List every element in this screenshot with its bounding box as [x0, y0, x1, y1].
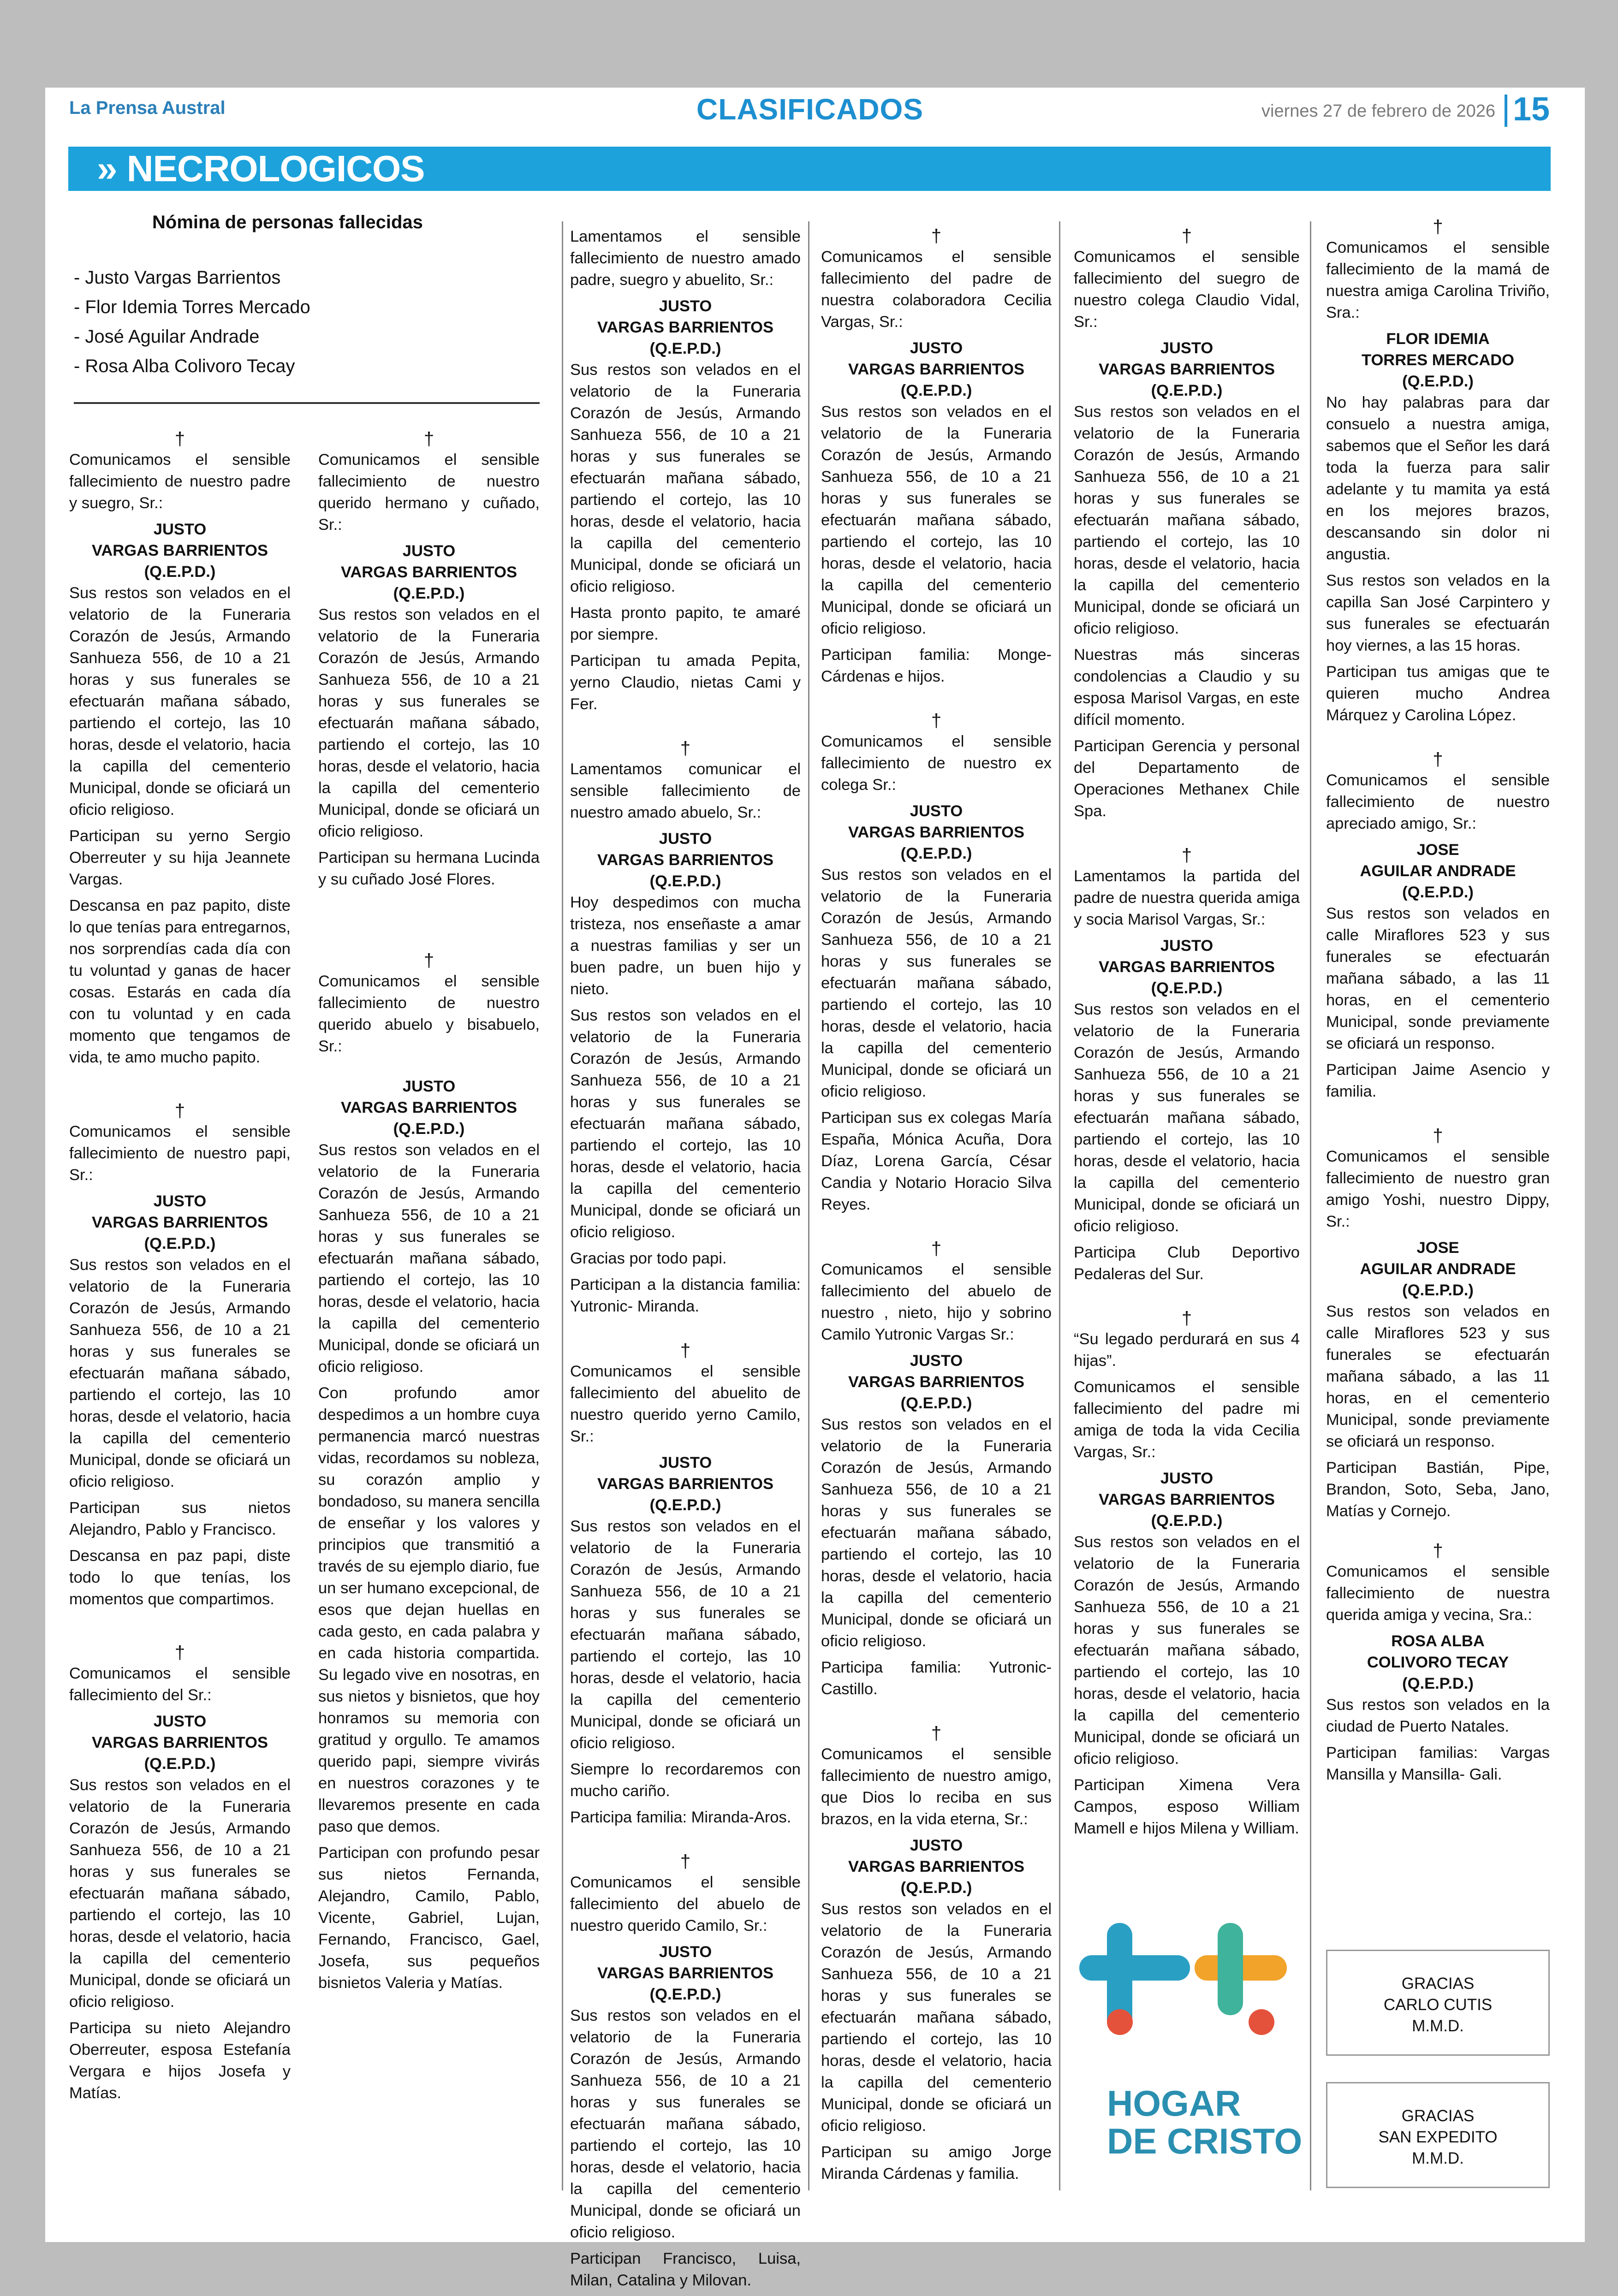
- nomina-item: - Justo Vargas Barrientos: [74, 267, 281, 288]
- deceased-first-name: JUSTO: [910, 1352, 963, 1370]
- qepd: (Q.E.P.D.): [144, 1755, 216, 1773]
- qepd: (Q.E.P.D.): [1151, 1512, 1223, 1530]
- deceased-surname: VARGAS BARRIENTOS: [848, 361, 1025, 378]
- cross-icon: †: [423, 950, 434, 971]
- notice: [1326, 749, 1550, 1103]
- cross-icon: †: [1433, 749, 1443, 770]
- notice-participants: Participan Jaime Asencio y familia.: [1326, 1061, 1550, 1100]
- qepd: (Q.E.P.D.): [649, 872, 721, 890]
- notice-intro: Lamentamos el sensible fallecimiento de nuestro amado padre, suegro y abuelito, Sr.:: [570, 228, 801, 289]
- notice-body: Sus restos son velados en el velatorio de la Funeraria Corazón de Jesús, Armando Sanhueza 556, de 10 a 21 horas y sus funerales se efectuarán mañana sábado, partiendo el cortejo, las 10 horas, desde el velatorio, hacia la capilla del cementerio Municipal, donde se oficiará un oficio religioso.: [570, 2007, 801, 2241]
- cross-icon: †: [680, 1341, 691, 1361]
- deceased-surname: VARGAS BARRIENTOS: [848, 824, 1025, 841]
- qepd: (Q.E.P.D.): [649, 1986, 721, 2003]
- notice: [1326, 217, 1550, 726]
- cross-icon: †: [423, 429, 434, 449]
- column-divider: [1059, 221, 1060, 2190]
- notice-intro: Comunicamos el sensible fallecimiento de nuestro gran amigo Yoshi, nuestro Dippy, Sr.:: [1326, 1148, 1550, 1230]
- deceased-surname: VARGAS BARRIENTOS: [848, 1858, 1025, 1875]
- column-6: [1326, 217, 1550, 1790]
- notice-intro: Comunicamos el sensible fallecimiento de nuestro querido hermano y cuñado, Sr.:: [318, 451, 540, 534]
- hogar-line: HOGAR: [1107, 2083, 1241, 2124]
- qepd: (Q.E.P.D.): [1402, 1281, 1474, 1299]
- notice-body: Sus restos son velados en el velatorio de la Funeraria Corazón de Jesús, Armando Sanhueza 556, de 10 a 21 horas y sus funerales se efectuarán mañana sábado, partiendo el cortejo, las 10 horas, desde el velatorio, hacia la capilla del cementerio Municipal, donde se oficiará un oficio religioso.: [570, 361, 801, 595]
- qepd: (Q.E.P.D.): [1402, 373, 1474, 390]
- notice-intro: Comunicamos el sensible fallecimiento de nuestro ex colega Sr.:: [821, 733, 1052, 794]
- notice-body: Sus restos son velados en el velatorio de la Funeraria Corazón de Jesús, Armando Sanhueza 556, de 10 a 21 horas y sus funerales se efectuarán mañana sábado, partiendo el cortejo, las 10 horas, desde el velatorio, hacia la capilla del cementerio Municipal, donde se oficiará un oficio religioso.: [1074, 1533, 1300, 1768]
- logo-bar: [1079, 1955, 1190, 1981]
- notice-body: Sus restos son velados en la ciudad de Puerto Natales.: [1326, 1696, 1550, 1735]
- notice-body: Sus restos son velados en el velatorio de la Funeraria Corazón de Jesús, Armando Sanhueza 556, de 10 a 21 horas y sus funerales se efectuarán mañana sábado, partiendo el cortejo, las 10 horas, desde el velatorio, hacia la capilla del cementerio Municipal, donde se oficiará un oficio religioso.: [1074, 403, 1300, 637]
- notice: [1326, 1541, 1550, 1786]
- nomina-item: - Flor Idemia Torres Mercado: [74, 297, 310, 317]
- box-line: M.M.D.: [1412, 2017, 1464, 2035]
- notice-body: Sus restos son velados en el velatorio de la Funeraria Corazón de Jesús, Armando Sanhueza 556, de 10 a 21 horas y sus funerales se efectuarán mañana sábado, partiendo el cortejo, las 10 horas, desde el velatorio, hacia la capilla del cementerio Municipal, donde se oficiará un oficio religioso.: [821, 1416, 1052, 1650]
- notice-participants: Participa familia: Yutronic-Castillo.: [821, 1659, 1052, 1698]
- column-5: [1074, 226, 1300, 1844]
- deceased-surname: VARGAS BARRIENTOS: [597, 319, 774, 336]
- notice-message: Siempre lo recordaremos con mucho cariño.: [570, 1761, 801, 1800]
- logo-dot: [1107, 2009, 1133, 2035]
- notice-message: Gracias por todo papi.: [570, 1250, 727, 1267]
- qepd: (Q.E.P.D.): [1402, 884, 1474, 901]
- notice-intro: Comunicamos el sensible fallecimiento del Sr.:: [69, 1665, 291, 1704]
- deceased-first-name: JOSE: [1416, 841, 1459, 859]
- deceased-first-name: JOSE: [1416, 1239, 1459, 1257]
- notice: [821, 226, 1052, 688]
- notice-participants: Participan su amigo Jorge Miranda Cárdenas y familia.: [821, 2143, 1052, 2183]
- notice-message: Hasta pronto papito, te amaré por siempre.: [570, 604, 801, 643]
- section-title: CLASIFICADOS: [696, 93, 923, 126]
- qepd: (Q.E.P.D.): [649, 340, 721, 357]
- notice-intro: Lamentamos comunicar el sensible fallecimiento de nuestro amado abuelo, Sr.:: [570, 760, 801, 821]
- notice-body: Sus restos son velados en el velatorio de la Funeraria Corazón de Jesús, Armando Sanhueza 556, de 10 a 21 horas y sus funerales se efectuarán mañana sábado, partiendo el cortejo, las 10 horas, desde el velatorio, hacia la capilla del cementerio Municipal, donde se oficiará un oficio religioso.: [1074, 1001, 1300, 1235]
- qepd: (Q.E.P.D.): [900, 1879, 972, 1897]
- deceased-first-name: JUSTO: [659, 830, 712, 848]
- qepd: (Q.E.P.D.): [900, 382, 972, 399]
- banner-title: » NECROLOGICOS: [97, 148, 425, 189]
- cross-icon: †: [931, 1239, 942, 1259]
- deceased-surname: VARGAS BARRIENTOS: [1098, 361, 1275, 378]
- notice-body: Sus restos son velados en el velatorio de la Funeraria Corazón de Jesús, Armando Sanhueza 556, de 10 a 21 horas y sus funerales se efectuarán mañana sábado, partiendo el cortejo, las 10 horas, desde el velatorio, hacia la capilla del cementerio Municipal, donde se oficiará un oficio religioso.: [69, 1776, 291, 2011]
- notice-intro: Comunicamos el sensible fallecimiento de nuestro padre y suegro, Sr.:: [69, 451, 291, 512]
- notice-message: No hay palabras para dar consuelo a nuestra amiga, sabemos que el Señor les dará toda la fuerza para salir adelante y tu mamita ya está en los mejores brazos, descansando sin dolor ni angustia.: [1326, 394, 1550, 563]
- cross-icon: †: [174, 1101, 185, 1121]
- cross-icon: †: [931, 226, 942, 246]
- page-number: 15: [1513, 91, 1550, 128]
- deceased-first-name: JUSTO: [402, 542, 456, 560]
- notice-participants: Participan tus amigas que te quieren mucho Andrea Márquez y Carolina López.: [1326, 663, 1550, 724]
- deceased-first-name: JUSTO: [402, 1078, 456, 1095]
- notice-participants: Participa su nieto Alejandro Oberreuter, esposa Estefanía Vergara e hijos Josefa y Matías.: [69, 2019, 291, 2102]
- column-divider: [808, 221, 809, 2190]
- deceased-surname: COLIVORO TECAY: [1367, 1654, 1509, 1671]
- notice-intro: Comunicamos el sensible fallecimiento del abuelo de nuestro querido Camilo, Sr.:: [570, 1874, 801, 1934]
- notice-message: Hoy despedimos con mucha tristeza, nos enseñaste a amar a nuestras familias y ser un buen padre, un buen hijo y nieto.: [570, 894, 801, 998]
- cross-icon: †: [1433, 1541, 1443, 1561]
- logo-bar: [1218, 1923, 1243, 2015]
- notice-message: Descansa en paz papi, diste todo lo que tenías, los momentos que compartimos.: [69, 1547, 291, 1608]
- cross-icon: †: [1181, 226, 1192, 246]
- notice-participants: Participan Gerencia y personal del Departamento de Operaciones Methanex Chile Spa.: [1074, 737, 1300, 820]
- notice-body: Sus restos son velados en el velatorio de la Funeraria Corazón de Jesús, Armando Sanhueza 556, de 10 a 21 horas y sus funerales se efectuarán mañana sábado, partiendo el cortejo, las 10 horas, desde el velatorio, hacia la capilla del cementerio Municipal, donde se oficiará un oficio religioso.: [318, 1141, 540, 1376]
- notice: [570, 226, 801, 715]
- notice-intro: Comunicamos el sensible fallecimiento de nuestro papi, Sr.:: [69, 1123, 291, 1184]
- notice-participants: Participan Francisco, Luisa, Milan, Catalina y Milovan.: [570, 2250, 801, 2289]
- qepd: (Q.E.P.D.): [900, 845, 972, 862]
- divider: [74, 402, 540, 404]
- cross-icon: †: [1181, 1308, 1192, 1329]
- notice-body: Sus restos son velados en la capilla San José Carpintero y sus funerales se efectuarán hoy viernes, a las 15 horas.: [1326, 572, 1550, 654]
- notice: [1326, 1126, 1550, 1522]
- hogar-line: DE CRISTO: [1107, 2121, 1303, 2161]
- notice-participants: Participan sus ex colegas María España, Mónica Acuña, Dora Díaz, Lorena García, César Candia y Notario Horacio Silva Reyes.: [821, 1109, 1052, 1213]
- notice: [318, 950, 540, 1994]
- cross-icon: †: [680, 1851, 691, 1872]
- notice-intro: Lamentamos la partida del padre de nuestra querida amiga y socia Marisol Vargas, Sr.:: [1074, 867, 1300, 928]
- nomina-list: [74, 263, 310, 381]
- notice-intro: Comunicamos el sensible fallecimiento de nuestro apreciado amigo, Sr.:: [1326, 771, 1550, 832]
- cross-icon: †: [1433, 217, 1443, 237]
- qepd: (Q.E.P.D.): [1402, 1675, 1474, 1692]
- notice-body: Sus restos son velados en el velatorio de la Funeraria Corazón de Jesús, Armando Sanhueza 556, de 10 a 21 horas y sus funerales se efectuarán mañana sábado, partiendo el cortejo, las 10 horas, desde el velatorio, hacia la capilla del cementerio Municipal, donde se oficiará un oficio religioso.: [821, 866, 1052, 1100]
- cross-icon: †: [174, 1643, 185, 1663]
- notice: [69, 1643, 291, 2104]
- notice-participants: Participan sus nietos Alejandro, Pablo y Francisco.: [69, 1499, 291, 1538]
- notice-body: Sus restos son velados en el velatorio de la Funeraria Corazón de Jesús, Armando Sanhueza 556, de 10 a 21 horas y sus funerales se efectuarán mañana sábado, partiendo el cortejo, las 10 horas, desde el velatorio, hacia la capilla del cementerio Municipal, donde se oficiará un oficio religioso.: [821, 1900, 1052, 2135]
- deceased-surname: VARGAS BARRIENTOS: [340, 1099, 518, 1116]
- deceased-first-name: JUSTO: [153, 521, 207, 538]
- notice-message: Descansa en paz papito, diste lo que tenías para entregarnos, nos sorprendías cada día con tu voluntad y ganas de hacer cosas. Estarás en cada día con tu voluntad y en cada momento que tengamos de vida, te amo mucho papito.: [69, 897, 291, 1066]
- qepd: (Q.E.P.D.): [1151, 382, 1223, 399]
- deceased-first-name: JUSTO: [659, 1943, 712, 1961]
- notice-intro: Comunicamos el sensible fallecimiento del suegro de nuestro colega Claudio Vidal, Sr.:: [1074, 248, 1300, 331]
- column-1: [69, 429, 291, 2109]
- notice-intro: Comunicamos el sensible fallecimiento del abuelo de nuestro , nieto, hijo y sobrino Camilo Yutronic Vargas Sr.:: [821, 1261, 1052, 1343]
- column-2: [318, 429, 540, 1999]
- deceased-surname: VARGAS BARRIENTOS: [340, 564, 518, 581]
- notice-body: Sus restos son velados en el velatorio de la Funeraria Corazón de Jesús, Armando Sanhueza 556, de 10 a 21 horas y sus funerales se efectuarán mañana sábado, partiendo el cortejo, las 10 horas, desde el velatorio, hacia la capilla del cementerio Municipal, donde se oficiará un oficio religioso.: [570, 1518, 801, 1752]
- deceased-first-name: JUSTO: [910, 802, 963, 820]
- notice-body: Sus restos son velados en el velatorio de la Funeraria Corazón de Jesús, Armando Sanhueza 556, de 10 a 21 horas y sus funerales se efectuarán mañana sábado, partiendo el cortejo, las 10 horas, desde el velatorio, hacia la capilla del cementerio Municipal, donde se oficiará un oficio religioso.: [69, 1256, 291, 1490]
- deceased-first-name: FLOR IDEMIA: [1386, 330, 1490, 348]
- cross-icon: †: [1433, 1126, 1443, 1146]
- notice-message: Nuestras más sinceras condolencias a Claudio y su esposa Marisol Vargas, en este difícil momento.: [1074, 646, 1300, 729]
- notice: [570, 1341, 801, 1828]
- qepd: (Q.E.P.D.): [1151, 979, 1223, 997]
- deceased-first-name: JUSTO: [1160, 937, 1214, 955]
- notice-intro: Comunicamos el sensible fallecimiento del abuelito de nuestro querido yerno Camilo, Sr.:: [570, 1363, 801, 1445]
- logo-dot: [1249, 2009, 1274, 2035]
- notice: [318, 429, 540, 890]
- deceased-surname: VARGAS BARRIENTOS: [1098, 958, 1275, 976]
- deceased-first-name: JUSTO: [153, 1713, 207, 1730]
- notice: [1074, 1308, 1300, 1839]
- qepd: (Q.E.P.D.): [144, 563, 216, 581]
- notice: [570, 1851, 801, 2291]
- nomina-item: - Rosa Alba Colivoro Tecay: [74, 356, 295, 376]
- notice-body: Sus restos son velados en el velatorio de la Funeraria Corazón de Jesús, Armando Sanhueza 556, de 10 a 21 horas y sus funerales se efectuarán mañana sábado, partiendo el cortejo, las 10 horas, desde el velatorio, hacia la capilla del cementerio Municipal, donde se oficiará un oficio religioso.: [570, 1007, 801, 1241]
- notice-participants: Participan su yerno Sergio Oberreuter y su hija Jeannete Vargas.: [69, 827, 291, 888]
- gracias-box: [1326, 2082, 1550, 2188]
- column-divider: [1310, 221, 1311, 2190]
- header-separator: [1505, 95, 1507, 127]
- notice-participants: Participa Club Deportivo Pedaleras del Sur.: [1074, 1244, 1300, 1283]
- qepd: (Q.E.P.D.): [900, 1394, 972, 1412]
- notice: [821, 1239, 1052, 1700]
- box-line: M.M.D.: [1412, 2149, 1464, 2167]
- box-line: GRACIAS: [1401, 2107, 1475, 2125]
- notice: [1074, 845, 1300, 1285]
- notice: [570, 738, 801, 1317]
- notice-intro: Comunicamos el sensible fallecimiento de la mamá de nuestra amiga Carolina Triviño, Sra.:: [1326, 239, 1550, 321]
- notice-intro: Comunicamos el sensible fallecimiento del padre de nuestra colaboradora Cecilia Vargas, Sr.:: [821, 248, 1052, 331]
- notice-intro: Comunicamos el sensible fallecimiento de nuestro querido abuelo y bisabuelo, Sr.:: [318, 973, 540, 1055]
- deceased-first-name: JUSTO: [1160, 1470, 1214, 1487]
- notice-participants: Participan a la distancia familia: Yutronic- Miranda.: [570, 1276, 801, 1315]
- notice-body: Sus restos son velados en calle Miraflores 523 y sus funerales se efectuarán mañana sábado, a las 11 horas, en el cementerio Municipal, sonde previamente se oficiará un responso.: [1326, 905, 1550, 1052]
- notice: [1074, 226, 1300, 822]
- deceased-first-name: JUSTO: [659, 297, 712, 315]
- issue-date: viernes 27 de febrero de 2026: [1261, 101, 1496, 121]
- newspaper-logo: La Prensa Austral: [69, 98, 226, 118]
- gracias-box: [1326, 1950, 1550, 2056]
- deceased-first-name: JUSTO: [910, 1837, 963, 1854]
- notice-participants: Participan Bastián, Pipe, Brandon, Soto, Seba, Jano, Matías y Cornejo.: [1326, 1459, 1550, 1520]
- deceased-surname: AGUILAR ANDRADE: [1360, 1260, 1516, 1278]
- notice-participants: Participan familia: Monge-Cárdenas e hijos.: [821, 646, 1052, 685]
- hogar-de-cristo-text: [1107, 2084, 1302, 2160]
- nomina-item: - José Aguilar Andrade: [74, 326, 260, 347]
- qepd: (Q.E.P.D.): [393, 1120, 465, 1138]
- notice: [69, 429, 291, 1068]
- cross-icon: †: [174, 429, 185, 449]
- deceased-first-name: JUSTO: [910, 339, 963, 357]
- cross-icon: †: [931, 711, 942, 731]
- deceased-first-name: JUSTO: [1160, 339, 1214, 357]
- box-line: SAN EXPEDITO: [1378, 2128, 1498, 2146]
- nomina-title: Nómina de personas fallecidas: [152, 212, 423, 232]
- notice-participants: Participan Ximena Vera Campos, esposo William Mamell e hijos Milena y William.: [1074, 1776, 1300, 1837]
- notice: [821, 711, 1052, 1216]
- deceased-surname: VARGAS BARRIENTOS: [597, 1964, 774, 1982]
- deceased-first-name: ROSA ALBA: [1391, 1632, 1485, 1650]
- notice-intro: Comunicamos el sensible fallecimiento de nuestra querida amiga y vecina, Sra.:: [1326, 1563, 1550, 1624]
- deceased-surname: TORRES MERCADO: [1362, 351, 1514, 369]
- notice-intro: Comunicamos el sensible fallecimiento del padre mi amiga de toda la vida Cecilia Vargas, Sr.:: [1074, 1378, 1300, 1461]
- qepd: (Q.E.P.D.): [144, 1235, 216, 1252]
- box-line: GRACIAS: [1401, 1975, 1475, 1993]
- column-divider: [562, 221, 563, 2190]
- notice-participants: Participan familias: Vargas Mansilla y Mansilla- Gali.: [1326, 1744, 1550, 1783]
- column-4: [821, 226, 1052, 2189]
- notice-intro: Comunicamos el sensible fallecimiento de nuestro amigo, que Dios lo reciba en sus brazos, en la vida eterna, Sr.:: [821, 1745, 1052, 1828]
- notice-participants: Participan tu amada Pepita, yerno Claudio, nietas Cami y Fer.: [570, 652, 801, 713]
- notice: [69, 1101, 291, 1610]
- notice-participants: Participan su hermana Lucinda y su cuñado José Flores.: [318, 849, 540, 888]
- deceased-surname: AGUILAR ANDRADE: [1360, 862, 1516, 880]
- cross-icon: †: [931, 1723, 942, 1744]
- column-3: [570, 226, 801, 2296]
- cross-icon: †: [680, 738, 691, 759]
- qepd: (Q.E.P.D.): [649, 1496, 721, 1514]
- notice-message: Con profundo amor despedimos a un hombre cuya permanencia marcó nuestras vidas, recordamos su nobleza, su corazón amplio y bondadoso, su manera sencilla de enseñar y los valores y principios que transmitió a través de su ejemplo diario, fue un ser humano excepcional, de esos que dejan huellas en cada gesto, en cada palabra y en cada historia compartida. Su legado vive en nosotras, en sus nietos y bisnietos, que hoy honramos su memoria con gratitud y orgullo. Te amamos querido papi, siempre vivirás en nuestros corazones y te llevaremos presente en cada paso que demos.: [318, 1384, 540, 1835]
- deceased-first-name: JUSTO: [153, 1192, 207, 1210]
- notice-participants: Participan con profundo pesar sus nietos Fernanda, Alejandro, Camilo, Pablo, Vicente, Gabriel, Lujan, Fernando, Francisco, Gael, Josefa, sus pequeños bisnietos Valeria y Matías.: [318, 1844, 540, 1992]
- notice: [821, 1723, 1052, 2185]
- cross-icon: †: [1181, 845, 1192, 866]
- deceased-surname: VARGAS BARRIENTOS: [1098, 1491, 1275, 1508]
- qepd: (Q.E.P.D.): [393, 585, 465, 602]
- deceased-surname: VARGAS BARRIENTOS: [597, 1475, 774, 1493]
- notice-participants: Participa familia: Miranda-Aros.: [570, 1809, 791, 1826]
- notice-body: Sus restos son velados en el velatorio de la Funeraria Corazón de Jesús, Armando Sanhueza 556, de 10 a 21 horas y sus funerales se efectuarán mañana sábado, partiendo el cortejo, las 10 horas, desde el velatorio, hacia la capilla del cementerio Municipal, donde se oficiará un oficio religioso.: [318, 606, 540, 840]
- notice-body: Sus restos son velados en el velatorio de la Funeraria Corazón de Jesús, Armando Sanhueza 556, de 10 a 21 horas y sus funerales se efectuarán mañana sábado, partiendo el cortejo, las 10 horas, desde el velatorio, hacia la capilla del cementerio Municipal, donde se oficiará un oficio religioso.: [69, 584, 291, 819]
- hogar-de-cristo-logo: [1079, 1914, 1301, 2038]
- deceased-surname: VARGAS BARRIENTOS: [91, 542, 268, 559]
- deceased-surname: VARGAS BARRIENTOS: [848, 1373, 1025, 1391]
- deceased-surname: VARGAS BARRIENTOS: [91, 1734, 268, 1751]
- notice-quote: “Su legado perdurará en sus 4 hijas”.: [1074, 1330, 1300, 1370]
- notice-body: Sus restos son velados en el velatorio de la Funeraria Corazón de Jesús, Armando Sanhueza 556, de 10 a 21 horas y sus funerales se efectuarán mañana sábado, partiendo el cortejo, las 10 horas, desde el velatorio, hacia la capilla del cementerio Municipal, donde se oficiará un oficio religioso.: [821, 403, 1052, 637]
- deceased-surname: VARGAS BARRIENTOS: [91, 1214, 268, 1231]
- deceased-surname: VARGAS BARRIENTOS: [597, 851, 774, 869]
- box-line: CARLO CUTIS: [1383, 1996, 1493, 2014]
- notice-body: Sus restos son velados en calle Miraflores 523 y sus funerales se efectuarán mañana sábado, a las 11 horas, en el cementerio Municipal, sonde previamente se oficiará un responso.: [1326, 1303, 1550, 1450]
- deceased-first-name: JUSTO: [659, 1454, 712, 1471]
